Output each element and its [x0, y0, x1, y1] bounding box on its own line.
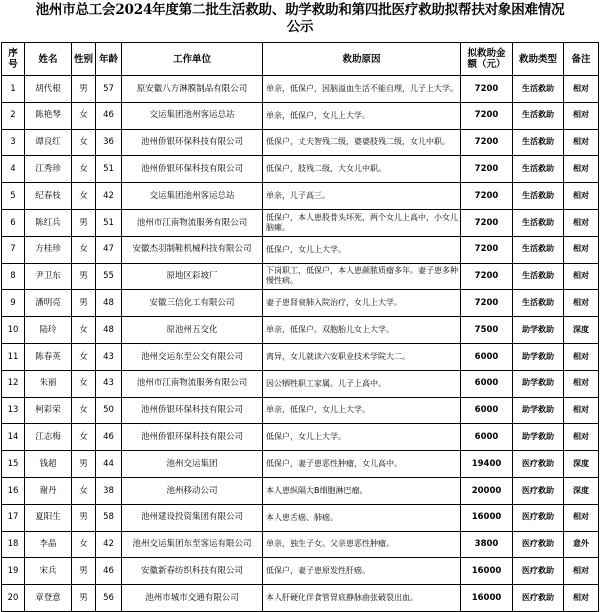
cell-amount: 20000 — [461, 477, 513, 504]
cell-gender: 男 — [72, 290, 96, 317]
cell-type: 医疗救助 — [513, 585, 564, 612]
cell-note: 相对 — [564, 183, 599, 210]
cell-reason: 低保户，妻子患恶性肿瘤，女儿高中。 — [263, 451, 461, 478]
cell-gender: 女 — [72, 397, 96, 424]
cell-amount: 7200 — [461, 76, 513, 103]
cell-unit: 池州交运集团 — [122, 451, 263, 478]
cell-seq: 14 — [2, 424, 25, 451]
cell-age: 46 — [96, 102, 122, 129]
cell-name: 陈红兵 — [25, 209, 72, 236]
table-row — [2, 183, 599, 210]
assistance-table — [1, 42, 599, 612]
table-row — [2, 102, 599, 129]
cell-amount: 7200 — [461, 290, 513, 317]
cell-age: 51 — [96, 209, 122, 236]
title-line-1: 池州市总工会2024年度第二批生活救助、助学救助和第四批医疗救助拟帮扶对象困难情况 — [35, 2, 565, 18]
cell-seq: 18 — [2, 531, 25, 558]
table-row — [2, 558, 599, 585]
cell-amount: 6000 — [461, 370, 513, 397]
header-row — [2, 43, 599, 76]
cell-amount: 7200 — [461, 102, 513, 129]
cell-amount: 16000 — [461, 504, 513, 531]
cell-note: 深度 — [564, 451, 599, 478]
cell-type: 医疗救助 — [513, 504, 564, 531]
table-row — [2, 585, 599, 612]
cell-name: 潘明亮 — [25, 290, 72, 317]
cell-note: 相对 — [564, 209, 599, 236]
table-row — [2, 370, 599, 397]
table-body — [2, 76, 599, 612]
cell-gender: 男 — [72, 585, 96, 612]
cell-gender: 女 — [72, 156, 96, 183]
cell-amount: 3800 — [461, 531, 513, 558]
cell-gender: 男 — [72, 263, 96, 290]
cell-amount: 7500 — [461, 317, 513, 344]
header-type: 救助类型 — [513, 43, 564, 76]
table-row — [2, 209, 599, 236]
cell-type: 生活救助 — [513, 102, 564, 129]
cell-age: 44 — [96, 451, 122, 478]
table-row — [2, 531, 599, 558]
cell-type: 生活救助 — [513, 76, 564, 103]
header-name: 姓名 — [25, 43, 72, 76]
cell-seq: 15 — [2, 451, 25, 478]
cell-age: 43 — [96, 370, 122, 397]
cell-age: 42 — [96, 183, 122, 210]
cell-gender: 女 — [72, 236, 96, 263]
cell-name: 胡代根 — [25, 76, 72, 103]
cell-age: 38 — [96, 477, 122, 504]
cell-name: 夏阳生 — [25, 504, 72, 531]
header-unit: 工作单位 — [122, 43, 263, 76]
cell-name: 朱丽 — [25, 370, 72, 397]
cell-reason: 低保户，本人患股骨头坏死，两个女儿上高中，小女儿脑瘫。 — [263, 209, 461, 236]
cell-name: 江志梅 — [25, 424, 72, 451]
cell-unit: 池州交运东至公交有限公司 — [122, 343, 263, 370]
cell-reason: 低保户，丈夫智残二级，婆婆肢残二级，女儿中职。 — [263, 129, 461, 156]
cell-seq: 8 — [2, 263, 25, 290]
cell-note: 相对 — [564, 102, 599, 129]
cell-name: 钱超 — [25, 451, 72, 478]
cell-gender: 女 — [72, 343, 96, 370]
cell-unit: 安徽三信化工有限公司 — [122, 290, 263, 317]
cell-type: 助学救助 — [513, 343, 564, 370]
cell-reason: 本人肝硬化伴食管胃底静脉曲张破裂出血。 — [263, 585, 461, 612]
cell-unit: 交运集团池州客运总站 — [122, 102, 263, 129]
cell-type: 生活救助 — [513, 263, 564, 290]
table-row — [2, 477, 599, 504]
cell-amount: 19400 — [461, 451, 513, 478]
cell-type: 医疗救助 — [513, 477, 564, 504]
title-line-2: 公示 — [286, 19, 314, 35]
cell-reason: 单亲，低保户，女儿上大学。 — [263, 397, 461, 424]
cell-gender: 男 — [72, 504, 96, 531]
cell-note: 深度 — [564, 317, 599, 344]
cell-amount: 7200 — [461, 129, 513, 156]
cell-amount: 6000 — [461, 424, 513, 451]
cell-name: 陆玲 — [25, 317, 72, 344]
cell-name: 陈春英 — [25, 343, 72, 370]
cell-gender: 女 — [72, 424, 96, 451]
table-row — [2, 76, 599, 103]
cell-age: 48 — [96, 317, 122, 344]
cell-name: 柯彩荣 — [25, 397, 72, 424]
cell-age: 47 — [96, 236, 122, 263]
cell-type: 生活救助 — [513, 156, 564, 183]
cell-unit: 池州市城市交通有限公司 — [122, 585, 263, 612]
cell-seq: 4 — [2, 156, 25, 183]
header-amount: 拟救助金额（元） — [461, 43, 513, 76]
cell-type: 生活救助 — [513, 129, 564, 156]
cell-note: 相对 — [564, 156, 599, 183]
cell-seq: 10 — [2, 317, 25, 344]
cell-amount: 7200 — [461, 236, 513, 263]
cell-unit: 安徽新春纺织科技有限公司 — [122, 558, 263, 585]
cell-name: 方桂珍 — [25, 236, 72, 263]
cell-seq: 7 — [2, 236, 25, 263]
cell-name: 陈艳琴 — [25, 102, 72, 129]
cell-reason: 单亲，低保户。双胞胎儿女上大学。 — [263, 317, 461, 344]
cell-age: 50 — [96, 397, 122, 424]
cell-unit: 原安徽八方淋膜制品有限公司 — [122, 76, 263, 103]
cell-reason: 单亲，低保户，因脑溢血生活不能自理，儿子上大学。 — [263, 76, 461, 103]
cell-gender: 女 — [72, 183, 96, 210]
cell-unit: 交运集团池州客运总站 — [122, 183, 263, 210]
cell-type: 医疗救助 — [513, 531, 564, 558]
header-reason: 救助原因 — [263, 43, 461, 76]
cell-gender: 女 — [72, 531, 96, 558]
cell-unit: 安徽杰羽制鞋机械科技有限公司 — [122, 236, 263, 263]
cell-amount: 6000 — [461, 343, 513, 370]
cell-gender: 女 — [72, 129, 96, 156]
table-row — [2, 290, 599, 317]
table-row — [2, 263, 599, 290]
cell-note: 相对 — [564, 424, 599, 451]
cell-age: 57 — [96, 76, 122, 103]
cell-gender: 男 — [72, 76, 96, 103]
cell-gender: 女 — [72, 317, 96, 344]
cell-name: 谭良红 — [25, 129, 72, 156]
table-row — [2, 343, 599, 370]
cell-seq: 5 — [2, 183, 25, 210]
table-row — [2, 504, 599, 531]
cell-unit: 池州建设投资集团有限公司 — [122, 504, 263, 531]
cell-reason: 低保户，妻子患原发性肝癌。 — [263, 558, 461, 585]
cell-gender: 女 — [72, 477, 96, 504]
page-title — [0, 2, 600, 36]
cell-note: 意外 — [564, 531, 599, 558]
cell-name: 李晶 — [25, 531, 72, 558]
cell-unit: 池州侨银环保科技有限公司 — [122, 129, 263, 156]
cell-age: 36 — [96, 129, 122, 156]
cell-type: 助学救助 — [513, 397, 564, 424]
cell-age: 46 — [96, 424, 122, 451]
table-row — [2, 236, 599, 263]
cell-age: 46 — [96, 558, 122, 585]
cell-name: 尹卫东 — [25, 263, 72, 290]
table-row — [2, 317, 599, 344]
cell-type: 生活救助 — [513, 290, 564, 317]
cell-seq: 3 — [2, 129, 25, 156]
cell-seq: 19 — [2, 558, 25, 585]
cell-amount: 7200 — [461, 183, 513, 210]
cell-reason: 单亲，独生子女。父亲患恶性肿瘤。 — [263, 531, 461, 558]
cell-seq: 16 — [2, 477, 25, 504]
cell-amount: 7200 — [461, 156, 513, 183]
cell-note: 相对 — [564, 290, 599, 317]
cell-gender: 男 — [72, 451, 96, 478]
cell-note: 相对 — [564, 397, 599, 424]
header-seq: 序号 — [2, 43, 25, 76]
cell-type: 助学救助 — [513, 317, 564, 344]
cell-name: 章登意 — [25, 585, 72, 612]
cell-unit: 原池州五交化 — [122, 317, 263, 344]
header-age: 年龄 — [96, 43, 122, 76]
cell-seq: 6 — [2, 209, 25, 236]
cell-amount: 7200 — [461, 263, 513, 290]
cell-reason: 本人患舌癌、肺癌。 — [263, 504, 461, 531]
cell-gender: 女 — [72, 370, 96, 397]
cell-note: 相对 — [564, 129, 599, 156]
cell-seq: 17 — [2, 504, 25, 531]
cell-reason: 离异，女儿就读六安职业技术学院大二。 — [263, 343, 461, 370]
cell-seq: 9 — [2, 290, 25, 317]
cell-name: 纪春枝 — [25, 183, 72, 210]
table-row — [2, 397, 599, 424]
cell-seq: 20 — [2, 585, 25, 612]
cell-seq: 1 — [2, 76, 25, 103]
cell-gender: 女 — [72, 102, 96, 129]
cell-type: 生活救助 — [513, 183, 564, 210]
cell-name: 谢丹 — [25, 477, 72, 504]
cell-reason: 低保户，肢残二级，大女儿中职。 — [263, 156, 461, 183]
cell-reason: 低保户，女儿上大学。 — [263, 424, 461, 451]
cell-amount: 7200 — [461, 209, 513, 236]
cell-amount: 16000 — [461, 558, 513, 585]
cell-amount: 6000 — [461, 397, 513, 424]
cell-seq: 12 — [2, 370, 25, 397]
cell-gender: 男 — [72, 209, 96, 236]
cell-unit: 池州市江南物流服务有限公司 — [122, 370, 263, 397]
cell-gender: 男 — [72, 558, 96, 585]
cell-note: 相对 — [564, 236, 599, 263]
cell-age: 51 — [96, 156, 122, 183]
cell-seq: 11 — [2, 343, 25, 370]
cell-type: 助学救助 — [513, 424, 564, 451]
cell-age: 43 — [96, 343, 122, 370]
cell-note: 相对 — [564, 343, 599, 370]
cell-reason: 单亲，低保户，女儿上大学。 — [263, 102, 461, 129]
cell-name: 宋兵 — [25, 558, 72, 585]
cell-name: 江秀珍 — [25, 156, 72, 183]
cell-age: 58 — [96, 504, 122, 531]
cell-reason: 因公牺牲职工家属。儿子上高中。 — [263, 370, 461, 397]
cell-reason: 下岗职工，低保户，本人患颜脓质瘤多年。妻子患多种慢性病。 — [263, 263, 461, 290]
header-note: 备注 — [564, 43, 599, 76]
cell-amount: 16000 — [461, 585, 513, 612]
cell-note: 相对 — [564, 263, 599, 290]
cell-reason: 低保户，女儿上大学。 — [263, 236, 461, 263]
table-row — [2, 451, 599, 478]
cell-unit: 池州交运集团东至客运有限公司 — [122, 531, 263, 558]
cell-type: 生活救助 — [513, 209, 564, 236]
cell-note: 相对 — [564, 558, 599, 585]
cell-reason: 妻子患肾衰肺入院治疗，女儿上大学。 — [263, 290, 461, 317]
cell-unit: 池州市江南物流服务有限公司 — [122, 209, 263, 236]
cell-unit: 池州侨银环保科技有限公司 — [122, 397, 263, 424]
table-row — [2, 129, 599, 156]
cell-age: 56 — [96, 585, 122, 612]
cell-type: 助学救助 — [513, 370, 564, 397]
cell-reason: 单亲，儿子高三。 — [263, 183, 461, 210]
cell-unit: 池州侨银环保科技有限公司 — [122, 156, 263, 183]
cell-note: 相对 — [564, 76, 599, 103]
cell-seq: 2 — [2, 102, 25, 129]
cell-reason: 本人患纵隔大B细胞淋巴瘤。 — [263, 477, 461, 504]
cell-note: 相对 — [564, 585, 599, 612]
cell-note: 相对 — [564, 504, 599, 531]
cell-note: 相对 — [564, 370, 599, 397]
cell-seq: 13 — [2, 397, 25, 424]
cell-age: 42 — [96, 531, 122, 558]
cell-type: 生活救助 — [513, 236, 564, 263]
cell-note: 深度 — [564, 477, 599, 504]
cell-unit: 池州移动公司 — [122, 477, 263, 504]
table-row — [2, 156, 599, 183]
header-gender: 性别 — [72, 43, 96, 76]
cell-age: 48 — [96, 290, 122, 317]
cell-type: 医疗救助 — [513, 558, 564, 585]
cell-unit: 原地区彩坡厂 — [122, 263, 263, 290]
cell-type: 医疗救助 — [513, 451, 564, 478]
cell-age: 55 — [96, 263, 122, 290]
table-row — [2, 424, 599, 451]
cell-unit: 池州侨银环保科技有限公司 — [122, 424, 263, 451]
